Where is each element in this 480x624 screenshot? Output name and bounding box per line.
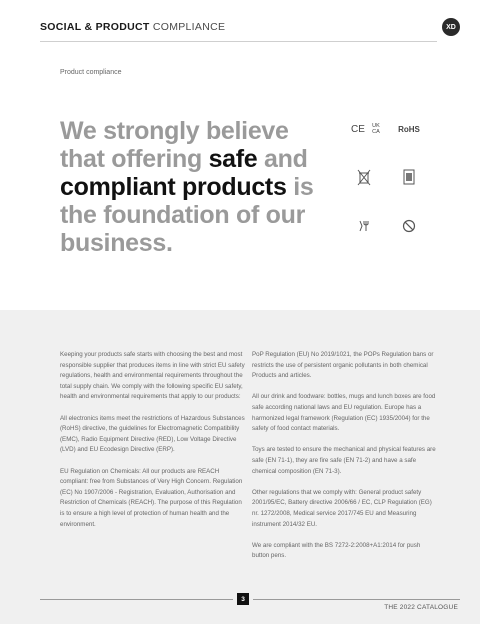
prohibited-icon — [401, 218, 417, 234]
header-title-light: COMPLIANCE — [152, 21, 226, 33]
compliance-icons — [340, 118, 450, 248]
headline-emphasis-safe: safe — [208, 145, 258, 173]
page-header — [40, 18, 460, 38]
xd-logo-badge: XD — [442, 18, 460, 36]
page-number: 3 — [237, 593, 249, 605]
section-label: Product compliance — [60, 69, 122, 76]
footer-divider-left — [40, 599, 233, 600]
header-title-bold: SOCIAL & PRODUCT — [40, 21, 150, 33]
header-divider — [40, 41, 437, 42]
paragraph: Toys are tested to ensure the mechanical and physical features are safe (EN 71-1), they are fire safe (EN 71-2) and have a safe chemical composition (EN 71-3). — [252, 446, 436, 475]
catalogue-label: THE 2022 CATALOGUE — [384, 604, 458, 611]
food-contact-icon — [356, 218, 372, 234]
paragraph: Keeping your products safe starts with choosing the best and most responsible supplier that produces items in line with strict EU safety regulations, health and environmental requirements throughout the total supply chain. We comply with the following specific EU safety, health and environmental requirements that apply to our products: — [60, 351, 245, 401]
rohs-mark-icon: RoHS — [398, 124, 420, 134]
paragraph: PoP Regulation (EU) No 2019/1021, the POPs Regulation bans or restricts the use of persistent organic pollutants in both chemical Products and articles. — [252, 351, 434, 380]
paragraph: We are compliant with the BS 7272-2:2008+A1:2014 for push button pens. — [252, 541, 421, 560]
paragraph: Other regulations that we comply with: General product safety 2001/95/EC, Battery directive 2006/66 / EC, CLP Regulation (EG) nr. 1272/2008, Medical service 2017/745 EU and Measuring instrument 2014/32 EU. — [252, 488, 432, 528]
headline-emphasis-compliant: compliant products — [60, 173, 287, 201]
header-title — [40, 21, 225, 33]
ce-mark-icon: CE — [351, 123, 365, 135]
paragraph: All our drink and foodware: bottles, mugs and lunch boxes are food safe according national laws and EU regulation. Europe has a harmonized legal framework (Regulation (EC) 1935/2004) for the safety of food contact materials. — [252, 393, 436, 433]
headline-part-3: is the foundation of our business. — [60, 173, 314, 257]
headline-part-2: and — [257, 145, 308, 173]
paragraph: EU Regulation on Chemicals: All our products are REACH compliant: free from Substances of Very High Concern. Regulation (EC) No 1907/2006 - Registration, Evaluation, Authorisation and Restriction of Chemicals (REACH). The purpose of this Regulation is to ensure a high level of protection of human health and the environment. — [60, 467, 243, 528]
weee-bin-icon — [356, 168, 372, 186]
body-column-left — [60, 350, 245, 541]
headline — [60, 117, 320, 257]
paragraph: All electronics items meet the restrictions of Hazardous Substances (RoHS) directive, the guidelines for Electromagnetic Compatibility (EMC), Radio Equipment Directive (RED), Low Voltage Directive (LVD) and EU Ecodesign Directive (ERP). — [60, 414, 245, 454]
ukca-mark-icon: UK CA — [372, 123, 380, 135]
headline-part-1: We strongly believe that offering — [60, 117, 289, 173]
battery-icon — [402, 168, 416, 186]
footer-divider-right — [253, 599, 460, 600]
body-column-right — [252, 350, 437, 572]
